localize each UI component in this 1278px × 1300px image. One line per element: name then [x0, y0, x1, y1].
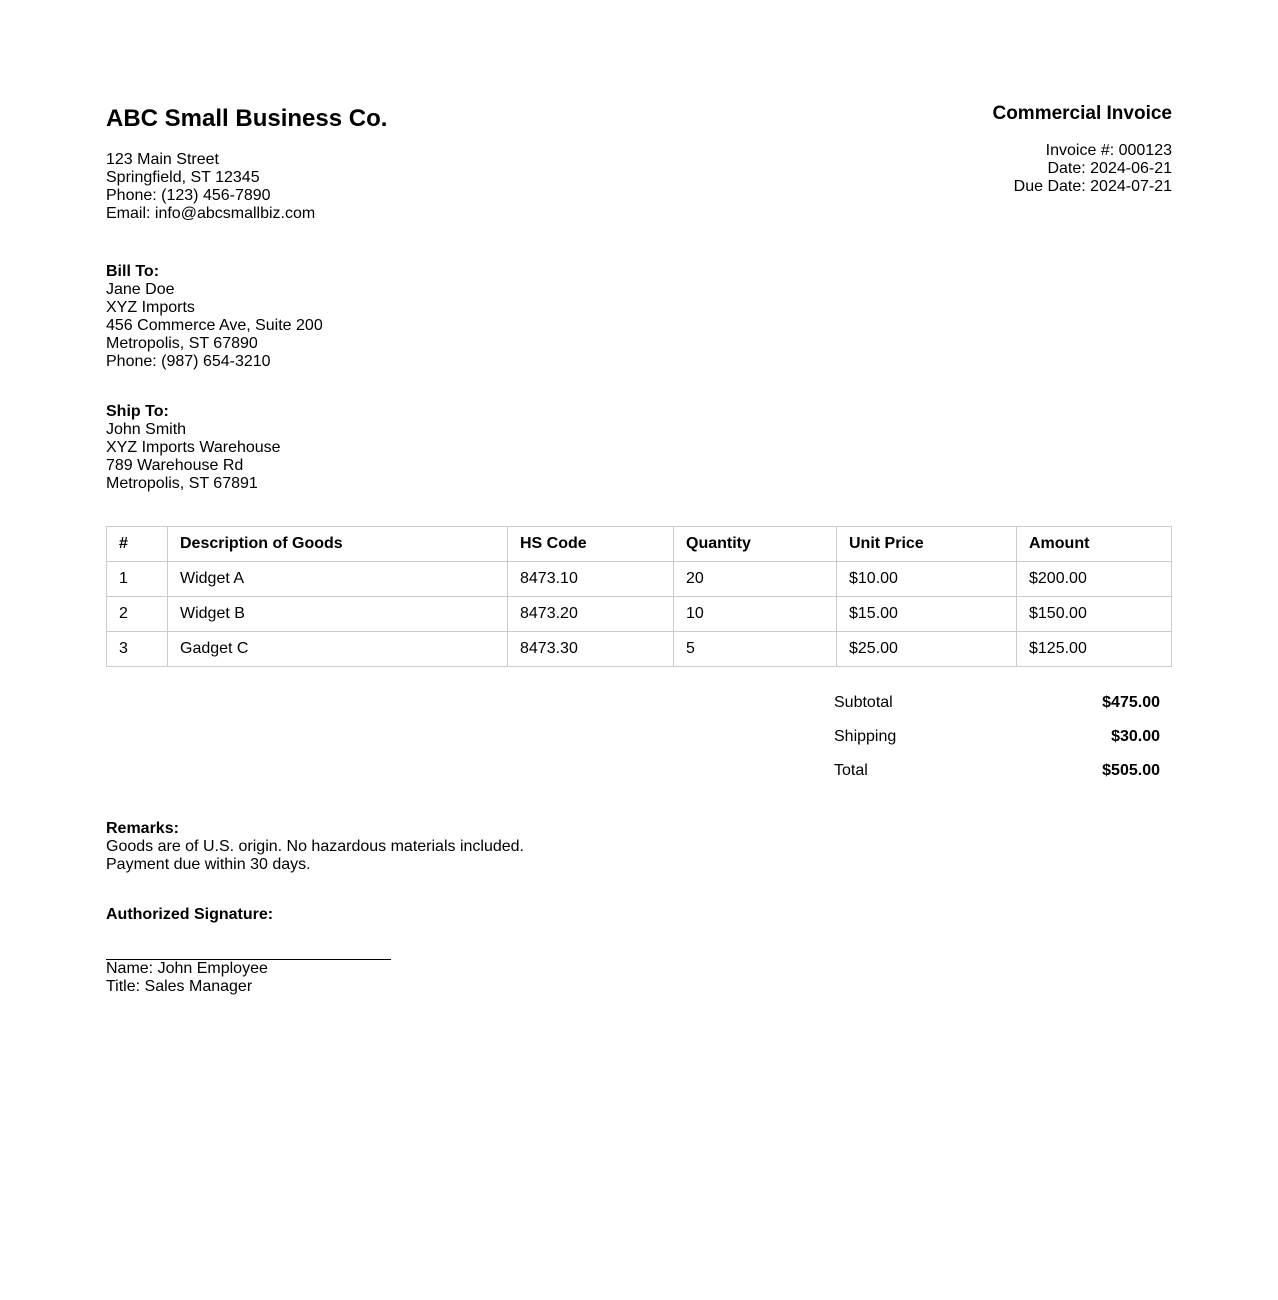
cell-description: Gadget C: [168, 632, 508, 667]
invoice-date: Date: 2024-06-21: [1047, 160, 1172, 177]
bill-to-line: Metropolis, ST 67890: [106, 335, 258, 352]
cell-description: Widget B: [168, 597, 508, 632]
header-unit-price: Unit Price: [837, 527, 1017, 562]
invoice-title: Commercial Invoice: [992, 103, 1172, 124]
subtotal-row: [834, 686, 1160, 720]
bill-to-line: 456 Commerce Ave, Suite 200: [106, 317, 323, 334]
header-number: #: [107, 527, 168, 562]
ship-to-line: Metropolis, ST 67891: [106, 475, 258, 492]
company-street: 123 Main Street: [106, 151, 219, 168]
subtotal-label: Subtotal: [834, 694, 893, 711]
remarks-line: Goods are of U.S. origin. No hazardous materials included.: [106, 838, 524, 855]
cell-number: 2: [107, 597, 168, 632]
header-hs-code: HS Code: [508, 527, 674, 562]
invoice-number: Invoice #: 000123: [1045, 142, 1172, 159]
header-description: Description of Goods: [168, 527, 508, 562]
signature-block: [106, 906, 391, 996]
header-amount: Amount: [1017, 527, 1172, 562]
remarks-line: Payment due within 30 days.: [106, 856, 311, 873]
table-row: [107, 562, 1172, 597]
company-name: ABC Small Business Co.: [106, 105, 388, 132]
cell-description: Widget A: [168, 562, 508, 597]
bill-to-block: [106, 263, 323, 371]
ship-to-line: 789 Warehouse Rd: [106, 457, 244, 474]
bill-to-line: Phone: (987) 654-3210: [106, 353, 271, 370]
ship-to-label: Ship To:: [106, 403, 169, 420]
bill-to-label: Bill To:: [106, 263, 160, 280]
table-row: [107, 632, 1172, 667]
invoice-due-date: Due Date: 2024-07-21: [1013, 178, 1172, 195]
remarks-block: [106, 820, 524, 874]
bill-to-line: XYZ Imports: [106, 299, 195, 316]
invoice-meta: [1014, 142, 1172, 196]
cell-hs-code: 8473.20: [508, 597, 674, 632]
cell-unit-price: $25.00: [837, 632, 1017, 667]
signature-label: Authorized Signature:: [106, 906, 274, 923]
cell-unit-price: $15.00: [837, 597, 1017, 632]
items-table: [106, 526, 1172, 667]
ship-to-block: [106, 403, 281, 493]
cell-quantity: 20: [674, 562, 837, 597]
total-row: [834, 754, 1160, 788]
company-phone: Phone: (123) 456-7890: [106, 187, 271, 204]
cell-quantity: 5: [674, 632, 837, 667]
cell-hs-code: 8473.30: [508, 632, 674, 667]
shipping-row: [834, 720, 1160, 754]
cell-unit-price: $10.00: [837, 562, 1017, 597]
cell-number: 3: [107, 632, 168, 667]
cell-quantity: 10: [674, 597, 837, 632]
bill-to-line: Jane Doe: [106, 281, 175, 298]
cell-number: 1: [107, 562, 168, 597]
ship-to-line: XYZ Imports Warehouse: [106, 439, 281, 456]
table-row: [107, 597, 1172, 632]
company-address: [106, 151, 315, 223]
cell-amount: $150.00: [1017, 597, 1172, 632]
shipping-value: $30.00: [1111, 728, 1160, 745]
company-email: Email: info@abcsmallbiz.com: [106, 205, 316, 222]
cell-amount: $200.00: [1017, 562, 1172, 597]
totals-block: [834, 686, 1160, 788]
total-value: $505.00: [1102, 762, 1160, 779]
subtotal-value: $475.00: [1102, 694, 1160, 711]
total-label: Total: [834, 762, 868, 779]
cell-hs-code: 8473.10: [508, 562, 674, 597]
signer-title: Title: Sales Manager: [106, 978, 253, 995]
remarks-label: Remarks:: [106, 820, 179, 837]
cell-amount: $125.00: [1017, 632, 1172, 667]
table-header-row: [107, 527, 1172, 562]
signer-name: Name: John Employee: [106, 960, 268, 977]
shipping-label: Shipping: [834, 728, 897, 745]
company-city: Springfield, ST 12345: [106, 169, 260, 186]
header-quantity: Quantity: [674, 527, 837, 562]
ship-to-line: John Smith: [106, 421, 187, 438]
